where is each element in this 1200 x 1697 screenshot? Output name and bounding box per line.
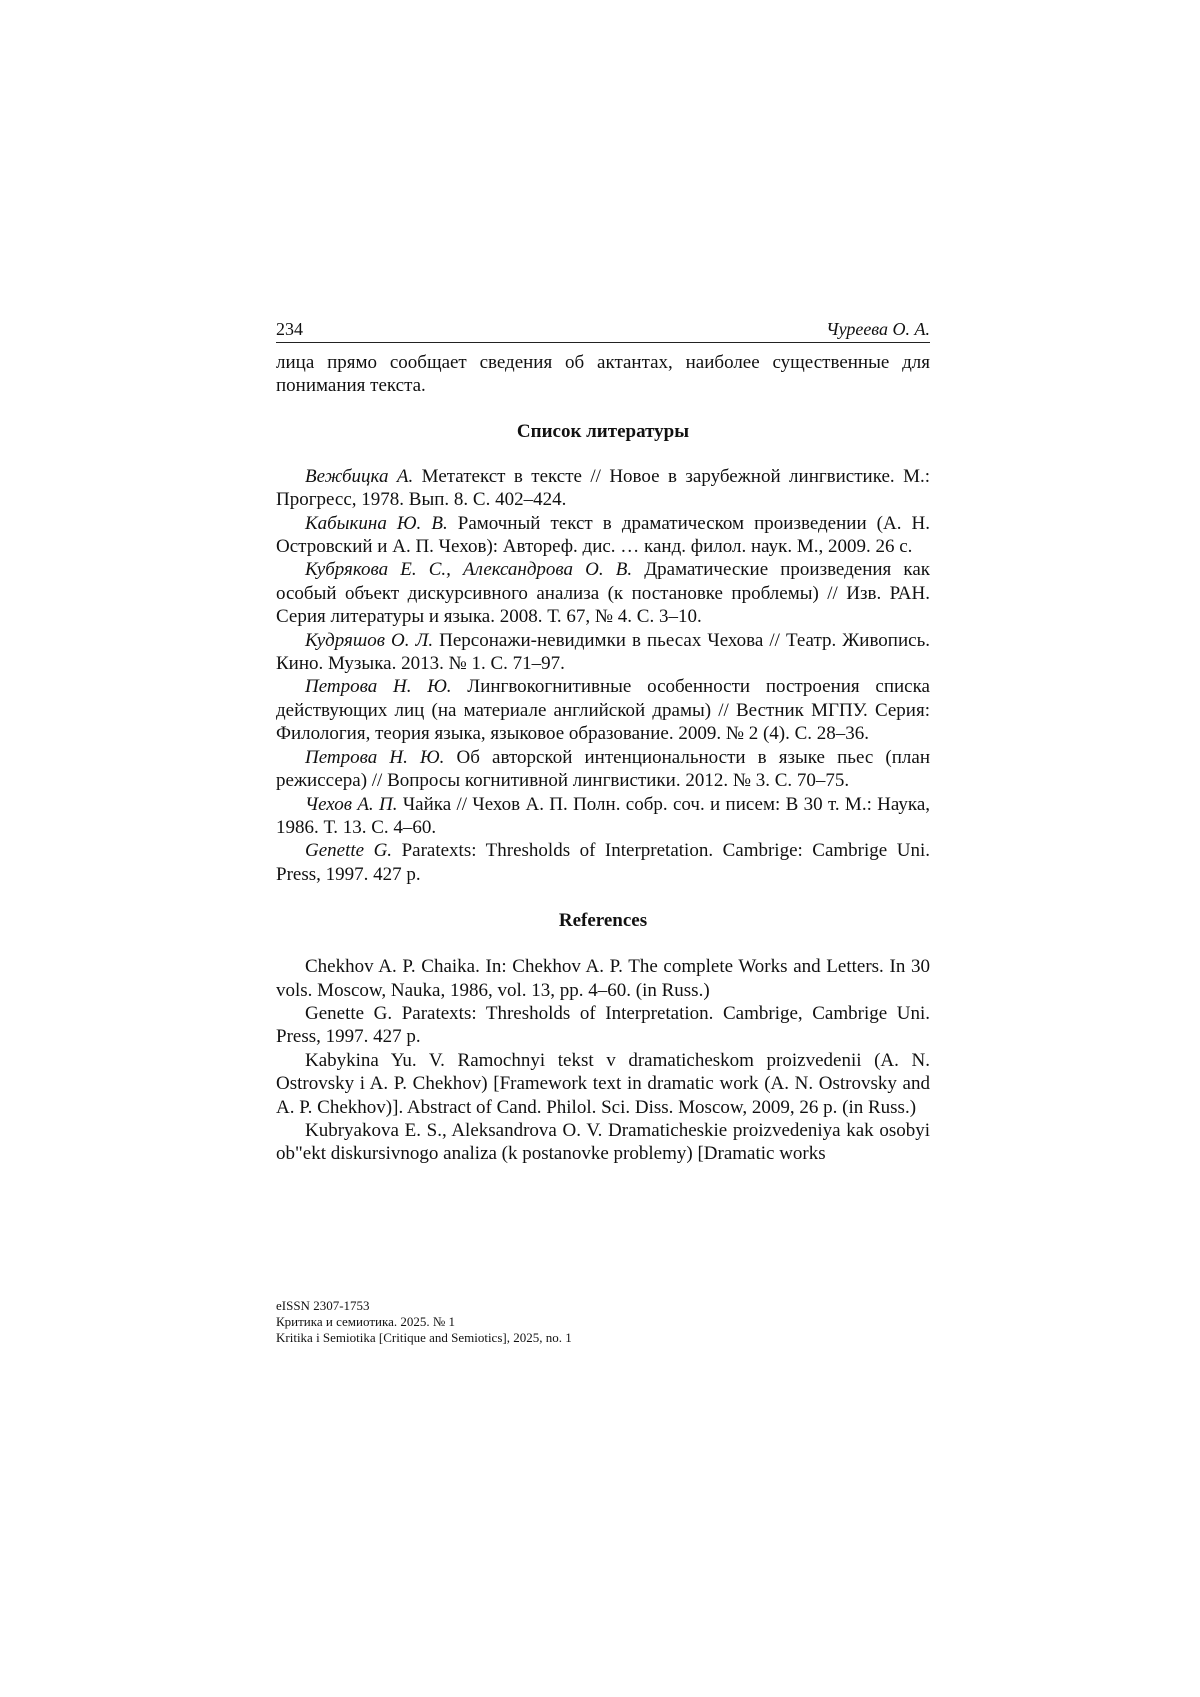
- footer-journal-ru: Критика и семиотика. 2025. № 1: [276, 1314, 572, 1330]
- literature-item: [276, 512, 930, 559]
- footer-issn: eISSN 2307-1753: [276, 1298, 572, 1314]
- running-header: [276, 318, 930, 343]
- literature-item: [276, 793, 930, 840]
- literature-item-text: Об авторской интенциональности в языке пьес (план режиссера) // Вопросы когнитивной лингвистики. 2012. № 3. С. 70–75.: [276, 747, 930, 791]
- literature-item: [276, 558, 930, 628]
- literature-item-text: Драматические произведения как особый объект дискурсивного анализа (к постановке проблемы) // Изв. РАН. Серия литературы и языка. 2008. Т. 67, № 4. С. 3–10.: [276, 559, 930, 627]
- literature-item-author: Кубрякова Е. С., Александрова О. В.: [305, 559, 632, 580]
- literature-item-author: Вежбицка А.: [305, 466, 413, 487]
- literature-item-author: Петрова Н. Ю.: [305, 747, 444, 768]
- literature-item-text: Paratexts: Thresholds of Interpretation. Cambrige: Cambrige Uni. Press, 1997. 427 p.: [276, 840, 930, 884]
- literature-item: [276, 629, 930, 676]
- literature-item-author: Петрова Н. Ю.: [305, 676, 452, 697]
- intro-paragraph: лица прямо сообщает сведения об актантах, наиболее существенные для понимания текста.: [276, 351, 930, 398]
- literature-item: [276, 839, 930, 886]
- page-number: 234: [276, 318, 303, 340]
- literature-list: [276, 465, 930, 886]
- running-header-author: Чуреева О. А.: [826, 318, 930, 340]
- page-footer: [276, 1298, 572, 1346]
- page-content: [276, 318, 930, 1166]
- reference-item: Kubryakova E. S., Aleksandrova O. V. Dramaticheskie proizvedeniya kak osobyi ob"ekt diskursivnogo analiza (k postanovke problemy) [Dramatic works: [276, 1119, 930, 1166]
- literature-item: [276, 746, 930, 793]
- literature-item-author: Кабыкина Ю. В.: [305, 513, 448, 534]
- references-heading: References: [276, 909, 930, 932]
- literature-item-author: Чехов А. П.: [305, 794, 397, 815]
- literature-item: [276, 465, 930, 512]
- reference-item: Chekhov A. P. Chaika. In: Chekhov A. P. The complete Works and Letters. In 30 vols. Moscow, Nauka, 1986, vol. 13, pp. 4–60. (in Russ.): [276, 955, 930, 1002]
- references-list: [276, 955, 930, 1166]
- literature-item-author: Genette G.: [305, 840, 392, 861]
- literature-item: [276, 675, 930, 745]
- reference-item: Kabykina Yu. V. Ramochnyi tekst v dramaticheskom proizvedenii (A. N. Ostrovsky i A. P. Chekhov) [Framework text in dramatic work (A. N. Ostrovsky and A. P. Chekhov)]. Abstract of Cand. Philol. Sci. Diss. Moscow, 2009, 26 p. (in Russ.): [276, 1049, 930, 1119]
- literature-item-text: Чайка // Чехов А. П. Полн. собр. соч. и писем: В 30 т. М.: Наука, 1986. Т. 13. С. 4–60.: [276, 794, 930, 838]
- literature-item-text: Метатекст в тексте // Новое в зарубежной лингвистике. М.: Прогресс, 1978. Вып. 8. С. 402–424.: [276, 466, 930, 510]
- reference-item: Genette G. Paratexts: Thresholds of Interpretation. Cambrige, Cambrige Uni. Press, 1997. 427 p.: [276, 1002, 930, 1049]
- literature-item-text: Рамочный текст в драматическом произведении (А. Н. Островский и А. П. Чехов): Автореф. дис. … канд. филол. наук. М., 2009. 26 с.: [276, 513, 930, 557]
- literature-item-author: Кудряшов О. Л.: [305, 630, 433, 651]
- footer-journal-en: Kritika i Semiotika [Critique and Semiotics], 2025, no. 1: [276, 1330, 572, 1346]
- literature-item-text: Персонажи-невидимки в пьесах Чехова // Театр. Живопись. Кино. Музыка. 2013. № 1. С. 71–97.: [276, 630, 930, 674]
- literature-item-text: Лингвокогнитивные особенности построения списка действующих лиц (на материале английской драмы) // Вестник МГПУ. Серия: Филология, теория языка, языковое образование. 2009. № 2 (4). С. 28–36.: [276, 676, 930, 744]
- literature-heading: Список литературы: [276, 420, 930, 443]
